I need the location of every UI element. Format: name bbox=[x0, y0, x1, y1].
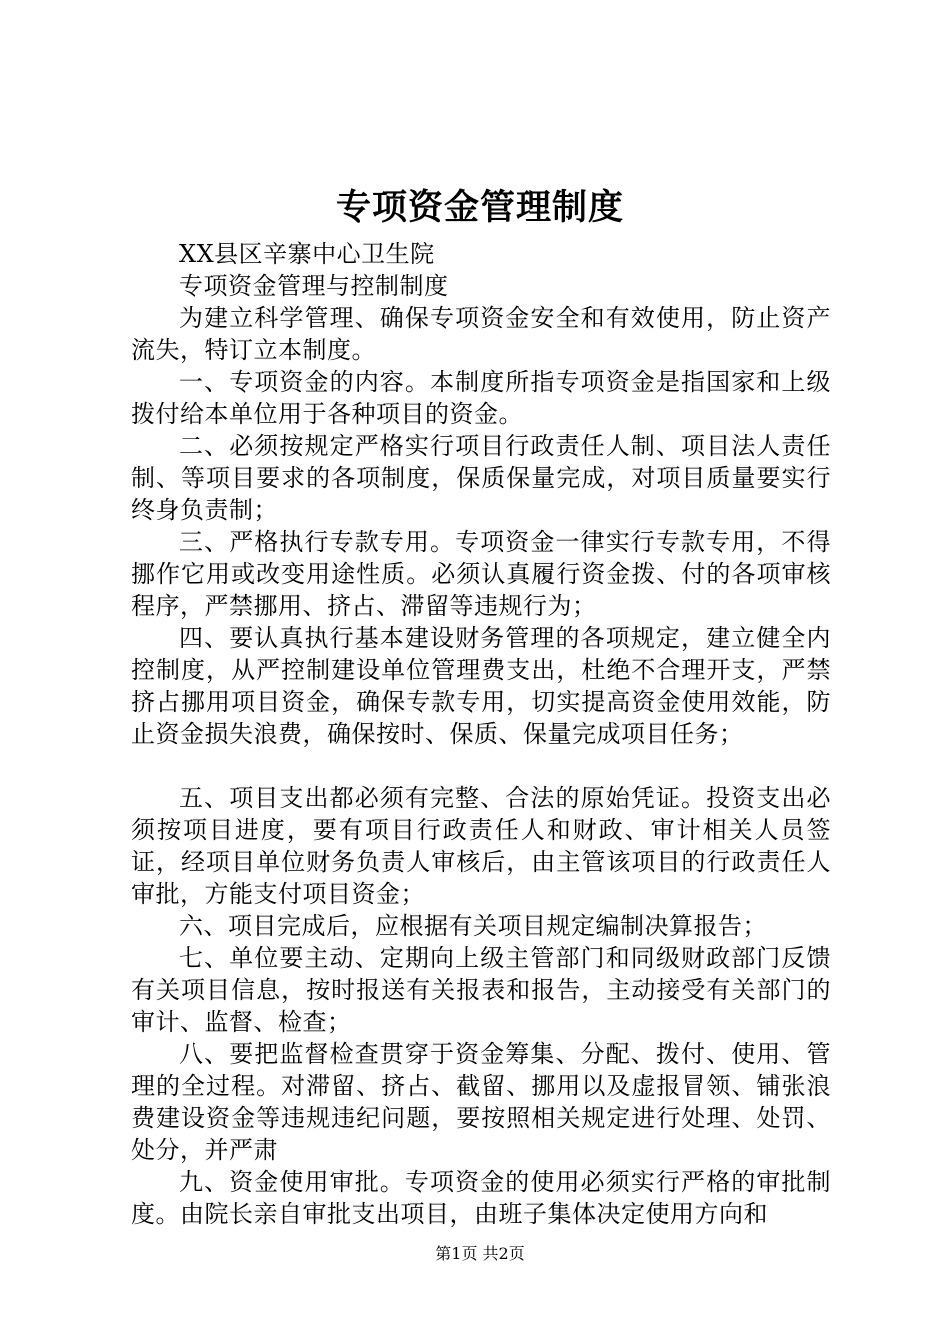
paragraph-9: 九、资金使用审批。专项资金的使用必须实行严格的审批制度。由院长亲自审批支出项目，由班子集体决定使用方向和 bbox=[131, 1168, 831, 1228]
paragraph-2: 二、必须按规定严格实行项目行政责任人制、项目法人责任制、等项目要求的各项制度，保质保量完成，对项目质量要实行终身负责制； bbox=[131, 432, 831, 524]
paragraph-8: 八、要把监督检查贯穿于资金筹集、分配、拨付、使用、管理的全过程。对滞留、挤占、截留、挪用以及虚报冒领、铺张浪费建设资金等违规违纪问题，要按照相关规定进行处理、处罚、处分，并严肃 bbox=[131, 1040, 831, 1164]
paragraph-1: 一、专项资金的内容。本制度所指专项资金是指国家和上级拨付给本单位用于各种项目的资金。 bbox=[131, 368, 831, 428]
paragraph-6: 六、项目完成后，应根据有关项目规定编制决算报告； bbox=[179, 912, 767, 940]
paragraph-5: 五、项目支出都必须有完整、合法的原始凭证。投资支出必须按项目进度，要有项目行政责任人和财政、审计相关人员签证，经项目单位财务负责人审核后，由主管该项目的行政责任人审批，方能支付项目资金； bbox=[131, 784, 831, 908]
header-line-subtitle: 专项资金管理与控制制度 bbox=[179, 272, 449, 300]
paragraph-7: 七、单位要主动、定期向上级主管部门和同级财政部门反馈有关项目信息，按时报送有关报表和报告，主动接受有关部门的审计、监督、检查； bbox=[131, 944, 831, 1036]
paragraph-3: 三、严格执行专款专用。专项资金一律实行专款专用，不得挪作它用或改变用途性质。必须认真履行资金拨、付的各项审核程序，严禁挪用、挤占、滞留等违规行为； bbox=[131, 528, 831, 620]
header-line-institution: XX县区辛寨中心卫生院 bbox=[179, 240, 435, 268]
document-title: 专项资金管理制度 bbox=[335, 187, 624, 228]
paragraph-intro: 为建立科学管理、确保专项资金安全和有效使用，防止资产流失，特订立本制度。 bbox=[131, 304, 831, 364]
page-footer: 第1页 共2页 bbox=[435, 1244, 525, 1263]
document-body bbox=[131, 238, 831, 1230]
paragraph-4: 四、要认真执行基本建设财务管理的各项规定，建立健全内控制度，从严控制建设单位管理费支出，杜绝不合理开支，严禁挤占挪用项目资金，确保专款专用，切实提高资金使用效能，防止资金损失浪费，确保按时、保质、保量完成项目任务； bbox=[131, 624, 831, 748]
paragraph-gap bbox=[131, 750, 831, 782]
